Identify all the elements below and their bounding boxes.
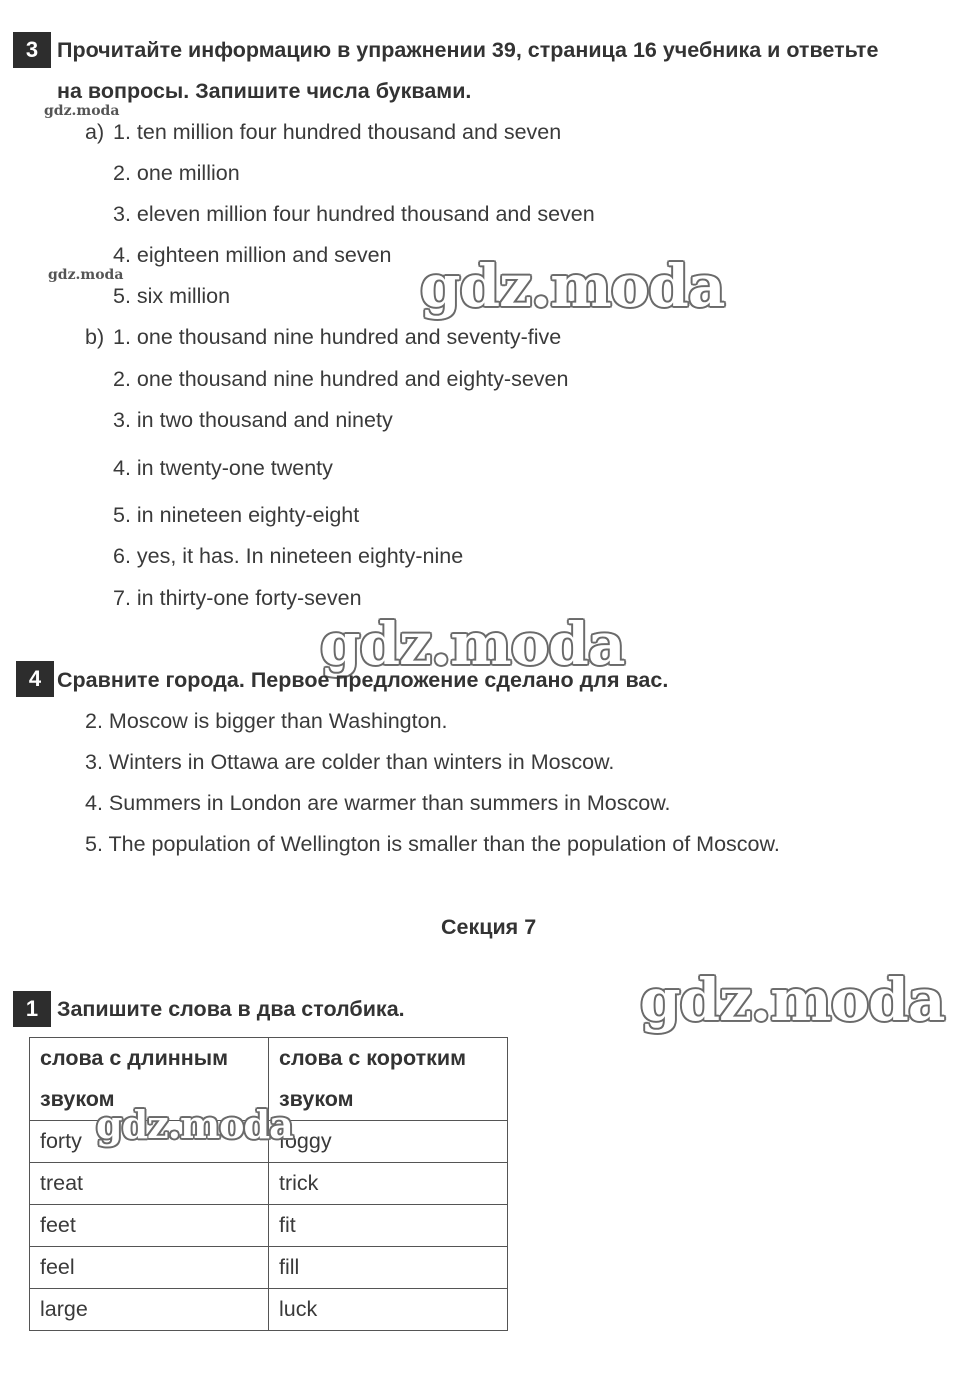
exercise-3-title-line1: Прочитайте информацию в упражнении 39, страница 16 учебника и ответьте <box>57 38 879 62</box>
exercise-4-item: 4. Summers in London are warmer than summers in Moscow. <box>85 791 671 815</box>
exercise-4-item: 5. The population of Wellington is smaller than the population of Moscow. <box>85 832 780 856</box>
table-cell: feel <box>30 1247 269 1289</box>
part-b-label: b) <box>85 325 105 349</box>
part-b-item: 6. yes, it has. In nineteen eighty-nine <box>113 544 464 568</box>
watermark-small: gdz.moda <box>48 267 124 283</box>
exercise-4-item: 2. Moscow is bigger than Washington. <box>85 709 448 733</box>
table-header-cell: слова с коротким звуком <box>269 1038 508 1121</box>
exercise-1-title: Запишите слова в два столбика. <box>57 997 405 1021</box>
exercise-4-number-badge: 4 <box>16 661 54 697</box>
table-cell: fill <box>269 1247 508 1289</box>
part-b-item: 4. in twenty-one twenty <box>113 456 333 480</box>
watermark-large: gdz.moda <box>96 1102 293 1147</box>
section-title: Секция 7 <box>441 915 537 939</box>
exercise-3-number-badge: 3 <box>13 32 51 68</box>
part-b-item: 7. in thirty-one forty-seven <box>113 586 362 610</box>
table-cell: fit <box>269 1205 508 1247</box>
part-a-label: a) <box>85 120 105 144</box>
exercise-3-title-line2: на вопросы. Запишите числа буквами. <box>57 79 472 103</box>
watermark-large: gdz.moda <box>320 610 625 678</box>
table-cell: large <box>30 1289 269 1331</box>
part-b-item: 5. in nineteen eighty-eight <box>113 503 360 527</box>
table-cell: treat <box>30 1163 269 1205</box>
part-b-item: 3. in two thousand and ninety <box>113 408 393 432</box>
table-header-cell: слова с длинным звуком <box>30 1038 269 1121</box>
table-row <box>30 1247 508 1289</box>
part-a-item: 5. six million <box>113 284 231 308</box>
part-a-item: 4. eighteen million and seven <box>113 243 392 267</box>
exercise-1-number-badge: 1 <box>13 991 51 1027</box>
table-cell: trick <box>269 1163 508 1205</box>
table-cell: feet <box>30 1205 269 1247</box>
part-a-item: 3. eleven million four hundred thousand and seven <box>113 202 595 226</box>
table-cell: forty <box>30 1121 269 1163</box>
exercise-4-item: 3. Winters in Ottawa are colder than winters in Moscow. <box>85 750 615 774</box>
exercise-4-title: Сравните города. Первое предложение сделано для вас. <box>57 668 669 692</box>
watermark-small: gdz.moda <box>44 103 120 119</box>
watermark-large: gdz.moda <box>420 252 725 320</box>
table-cell: luck <box>269 1289 508 1331</box>
part-b-item: 2. one thousand nine hundred and eighty-seven <box>113 367 569 391</box>
table-row <box>30 1289 508 1331</box>
part-b-item: 1. one thousand nine hundred and seventy-five <box>113 325 562 349</box>
table-row <box>30 1205 508 1247</box>
table-row <box>30 1163 508 1205</box>
part-a-item: 2. one million <box>113 161 240 185</box>
watermark-large: gdz.moda <box>640 966 945 1034</box>
table-cell: foggy <box>269 1121 508 1163</box>
words-table <box>29 1037 508 1331</box>
part-a-item: 1. ten million four hundred thousand and seven <box>113 120 562 144</box>
